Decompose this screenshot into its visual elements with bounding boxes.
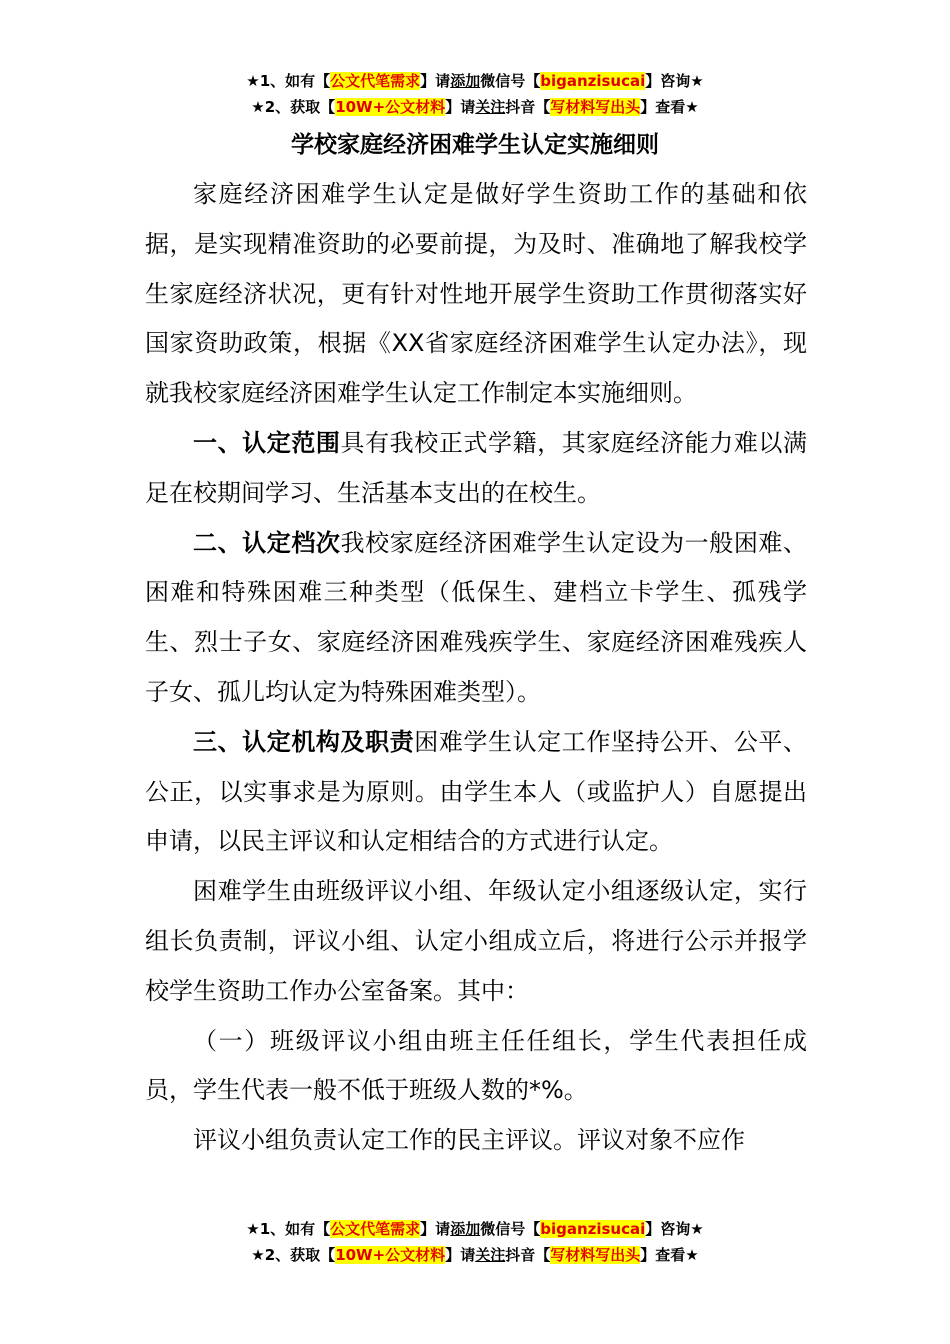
top-banner	[0, 68, 950, 120]
document-title: 学校家庭经济困难学生认定实施细则	[291, 132, 659, 158]
banner-underline: 关注	[475, 1246, 506, 1264]
paragraph	[145, 519, 807, 718]
paragraph-text: 家庭经济困难学生认定是做好学生资助工作的基础和依据，是实现精准资助的必要前提，为及时、准确地了解我校学生家庭经济状况，更有针对性地开展学生资助工作贯彻落实好国家资助政策，根据《XX省家庭经济困难学生认定办法》，现就我校家庭经济困难学生认定工作制定本实施细则。	[145, 180, 807, 408]
banner-text: 】请	[420, 1220, 451, 1238]
paragraph	[145, 419, 807, 519]
banner-text: 微信号【	[480, 72, 541, 90]
banner-highlight: 10W+公文材料	[335, 98, 446, 116]
paragraph	[145, 170, 807, 419]
banner-line-1	[0, 68, 950, 94]
banner-text: ★1、如有【	[246, 72, 331, 90]
paragraph	[145, 718, 807, 867]
banner-text: 】请	[445, 1246, 476, 1264]
paragraph-text: 我校家庭经济困难学生认定设为一般困难、困难和特殊困难三种类型（低保生、建档立卡学生、孤残学生、烈士子女、家庭经济困难残疾学生、家庭经济困难残疾人子女、孤儿均认定为特殊困难类型）。	[145, 528, 807, 706]
banner-text: 】查看★	[640, 98, 699, 116]
paragraph-text: 困难学生由班级评议小组、年级认定小组逐级认定，实行组长负责制，评议小组、认定小组成立后，将进行公示并报学校学生资助工作办公室备案。其中：	[145, 877, 807, 1005]
banner-text: 】查看★	[640, 1246, 699, 1264]
banner-highlight: biganzisucai	[540, 1220, 646, 1238]
banner-text: 微信号【	[480, 1220, 541, 1238]
paragraph-text: 具有我校正式学籍，其家庭经济能力难以满足在校期间学习、生活基本支出的在校生。	[145, 428, 807, 507]
banner-line-1	[0, 1216, 950, 1242]
banner-underline: 添加	[450, 1220, 481, 1238]
paragraph	[145, 867, 807, 1016]
banner-text: 抖音【	[505, 98, 551, 116]
banner-text: 】咨询★	[645, 72, 704, 90]
banner-underline: 添加	[450, 72, 481, 90]
paragraph-heading: 二、认定档次	[193, 528, 341, 557]
paragraph-text: 困难学生认定工作坚持公开、公平、公正，以实事求是为原则。由学生本人（或监护人）自愿提出申请，以民主评议和认定相结合的方式进行认定。	[145, 727, 807, 856]
bottom-banner	[0, 1216, 950, 1268]
banner-text: ★1、如有【	[246, 1220, 331, 1238]
banner-highlight: 写材料写出头	[550, 1246, 641, 1264]
banner-highlight: 10W+公文材料	[335, 1246, 446, 1264]
banner-highlight: biganzisucai	[540, 72, 646, 90]
banner-text: 】请	[445, 98, 476, 116]
banner-text: 抖音【	[505, 1246, 551, 1264]
banner-text: ★2、获取【	[251, 98, 336, 116]
banner-text: ★2、获取【	[251, 1246, 336, 1264]
paragraph-heading: 一、认定范围	[193, 428, 341, 457]
banner-underline: 关注	[475, 98, 506, 116]
banner-text: 】咨询★	[645, 1220, 704, 1238]
paragraph	[145, 1017, 807, 1117]
banner-highlight: 公文代笔需求	[330, 1220, 421, 1238]
paragraph-text: （一）班级评议小组由班主任任组长，学生代表担任成员，学生代表一般不低于班级人数的*%。	[145, 1026, 807, 1105]
paragraph	[145, 1116, 807, 1166]
banner-highlight: 写材料写出头	[550, 98, 641, 116]
banner-highlight: 公文代笔需求	[330, 72, 421, 90]
paragraph-heading: 三、认定机构及职责	[193, 727, 415, 756]
document-body	[145, 170, 807, 1166]
banner-line-2	[0, 1242, 950, 1268]
banner-line-2	[0, 94, 950, 120]
banner-text: 】请	[420, 72, 451, 90]
paragraph-text: 评议小组负责认定工作的民主评议。评议对象不应作	[193, 1126, 745, 1155]
